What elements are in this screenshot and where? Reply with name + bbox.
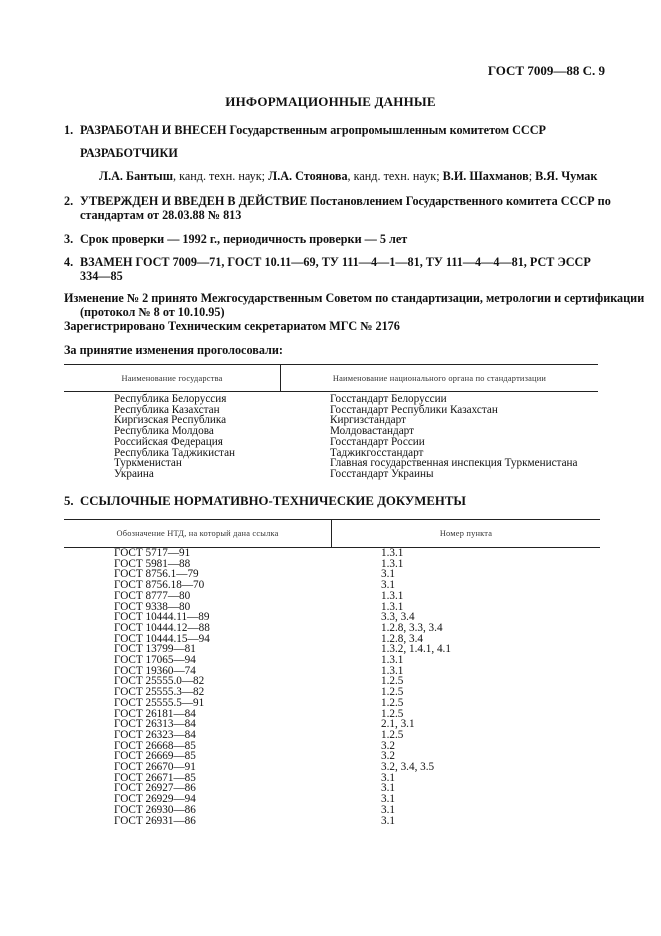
table-cell-country: Украина [114,467,154,480]
table-cell-ntd-designation: ГОСТ 19360—74 [114,664,196,677]
table-cell-clause-number: 3.2 [381,750,395,763]
table-cell-clause-number: 1.2.5 [381,696,404,709]
table-cell-clause-number: 3.1 [381,771,395,784]
table-cell-clause-number: 1.3.1 [381,557,404,570]
table-cell-clause-number: 1.2.8, 3.4 [381,632,423,645]
table-cell-ntd-designation: ГОСТ 26929—94 [114,793,196,806]
developer-rank: , канд. техн. наук; [173,169,269,183]
amendment-line1: Изменение № 2 принято Межгосударственным Советом по стандартизации, метрологии и сертификации [64,291,645,305]
section-1-number: 1. [64,123,74,137]
developer-name: Л.А. Бантыш [99,169,173,183]
table-cell-clause-number: 3.3, 3.4 [381,611,415,624]
table-cell-ntd-designation: ГОСТ 26931—86 [114,814,196,827]
table-cell-standards-body: Таджикгосстандарт [330,446,424,459]
section-5-number: 5. [64,494,74,508]
table-cell-standards-body: Госстандарт России [330,435,425,448]
table-cell-standards-body: Киргизстандарт [330,414,406,427]
section-3-text: Срок проверки — 1992 г., периодичность проверки — 5 лет [80,232,408,246]
votes-table-header-border [64,391,598,392]
table-cell-clause-number: 3.1 [381,782,395,795]
table-cell-ntd-designation: ГОСТ 26927—86 [114,782,196,795]
table-cell-clause-number: 1.3.1 [381,654,404,667]
developer-rank: , канд. техн. наук; [347,169,443,183]
section-2-line2: стандартам от 28.03.88 № 813 [80,208,242,222]
section-1-label: РАЗРАБОТАН И ВНЕСЕН [80,123,227,137]
votes-col1-header: Наименование государства [121,374,223,383]
table-cell-ntd-designation: ГОСТ 26671—85 [114,771,196,784]
table-cell-clause-number: 1.3.2, 1.4.1, 4.1 [381,643,451,656]
page-title: ИНФОРМАЦИОННЫЕ ДАННЫЕ [225,94,436,109]
table-cell-standards-body: Главная государственная инспекция Туркменистана [330,457,578,470]
developer-name: Л.А. Стоянова [268,169,348,183]
table-cell-clause-number: 1.3.1 [381,547,404,559]
ntd-clause-column [381,548,451,826]
section-5-title-text: ССЫЛОЧНЫЕ НОРМАТИВНО-ТЕХНИЧЕСКИЕ ДОКУМЕНТЫ [80,494,466,508]
table-cell-country: Российская Федерация [114,435,223,448]
section-4-line2: 334—85 [80,269,123,283]
ntd-designation-column [114,548,210,826]
votes-table-top-border [64,364,598,365]
table-cell-ntd-designation: ГОСТ 26670—91 [114,761,196,774]
table-cell-clause-number: 1.2.5 [381,675,404,688]
table-cell-clause-number: 3.1 [381,579,395,592]
votes-body-column [330,394,577,480]
table-cell-ntd-designation: ГОСТ 13799—81 [114,643,196,656]
section-1 [64,123,546,138]
table-cell-clause-number: 1.3.1 [381,589,404,602]
votes-country-column [114,394,235,480]
table-cell-ntd-designation: ГОСТ 26313—84 [114,718,196,731]
table-cell-clause-number: 1.2.5 [381,728,404,741]
table-cell-ntd-designation: ГОСТ 10444.15—94 [114,632,210,645]
amendment-line2: (протокол № 8 от 10.10.95) [80,305,225,319]
table-cell-country: Республика Белоруссия [114,393,227,405]
table-cell-ntd-designation: ГОСТ 17065—94 [114,654,196,667]
table-cell-ntd-designation: ГОСТ 8777—80 [114,589,191,602]
table-cell-clause-number: 1.2.5 [381,707,404,720]
table-cell-clause-number: 3.1 [381,803,395,816]
table-cell-ntd-designation: ГОСТ 10444.11—89 [114,611,210,624]
developers-list [99,169,597,184]
table-cell-clause-number: 3.1 [381,814,395,827]
table-cell-ntd-designation: ГОСТ 10444.12—88 [114,621,210,634]
section-4-number: 4. [64,255,74,269]
table-cell-ntd-designation: ГОСТ 26930—86 [114,803,196,816]
table-cell-ntd-designation: ГОСТ 26669—85 [114,750,196,763]
table-cell-standards-body: Госстандарт Украины [330,467,434,480]
developer-name: В.И. Шахманов [442,169,529,183]
amendment-line3: Зарегистрировано Техническим секретариатом МГС № 2176 [64,319,400,333]
section-1-text: Государственным агропромышленным комитетом СССР [226,123,546,137]
table-cell-clause-number: 1.3.1 [381,664,404,677]
section-2-number: 2. [64,194,74,208]
table-cell-standards-body: Госстандарт Республики Казахстан [330,403,498,416]
section-4-label: ВЗАМЕН [80,255,133,269]
section-3 [64,232,407,247]
ntd-col2-header: Номер пункта [439,529,493,538]
table-cell-ntd-designation: ГОСТ 25555.3—82 [114,686,205,699]
table-cell-clause-number: 3.1 [381,568,395,581]
table-cell-clause-number: 3.2, 3.4, 3.5 [381,761,435,774]
developer-name: В.Я. Чумак [535,169,598,183]
table-cell-clause-number: 3.1 [381,793,395,806]
table-cell-clause-number: 1.2.5 [381,686,404,699]
table-cell-standards-body: Госстандарт Белоруссии [330,393,447,405]
table-cell-ntd-designation: ГОСТ 26323—84 [114,728,196,741]
table-cell-ntd-designation: ГОСТ 8756.1—79 [114,568,199,581]
ntd-col1-header: Обозначение НТД, на который дана ссылка [116,529,279,538]
table-cell-clause-number: 1.3.1 [381,600,404,613]
table-cell-country: Республика Таджикистан [114,446,236,459]
section-4 [64,255,591,270]
developer-rank: ; [528,169,536,183]
table-cell-ntd-designation: ГОСТ 9338—80 [114,600,191,613]
developers-heading: РАЗРАБОТЧИКИ [80,146,178,160]
ntd-table-top-border [64,519,600,520]
page-header-ref: ГОСТ 7009—88 С. 9 [487,63,605,78]
table-cell-country: Республика Молдова [114,425,214,438]
table-cell-country: Туркменистан [114,457,182,470]
table-cell-ntd-designation: ГОСТ 25555.0—82 [114,675,205,688]
votes-col2-header: Наименование национального органа по стандартизации [332,374,547,383]
table-cell-country: Киргизская Республика [114,414,227,427]
table-cell-ntd-designation: ГОСТ 5717—91 [114,547,191,559]
table-cell-ntd-designation: ГОСТ 5981—88 [114,557,191,570]
table-cell-country: Республика Казахстан [114,403,220,416]
section-2-label: УТВЕРЖДЕН И ВВЕДЕН В ДЕЙСТВИЕ [80,194,308,208]
section-2-line1: Постановлением Государственного комитета СССР по [307,194,611,208]
table-cell-standards-body: Молдовастандарт [330,425,415,438]
section-3-number: 3. [64,232,74,246]
section-4-line1: ГОСТ 7009—71, ГОСТ 10.11—69, ТУ 111—4—1—81, ТУ 111—4—4—81, РСТ ЭССР [132,255,591,269]
section-5-title [64,494,466,509]
votes-heading: За принятие изменения проголосовали: [64,343,283,357]
table-cell-clause-number: 2.1, 3.1 [381,718,415,731]
table-cell-ntd-designation: ГОСТ 26181—84 [114,707,196,720]
table-cell-ntd-designation: ГОСТ 8756.18—70 [114,579,205,592]
table-cell-clause-number: 3.2 [381,739,395,752]
table-cell-ntd-designation: ГОСТ 25555.5—91 [114,696,205,709]
section-2 [64,194,611,209]
table-cell-clause-number: 1.2.8, 3.3, 3.4 [381,621,443,634]
table-cell-ntd-designation: ГОСТ 26668—85 [114,739,196,752]
